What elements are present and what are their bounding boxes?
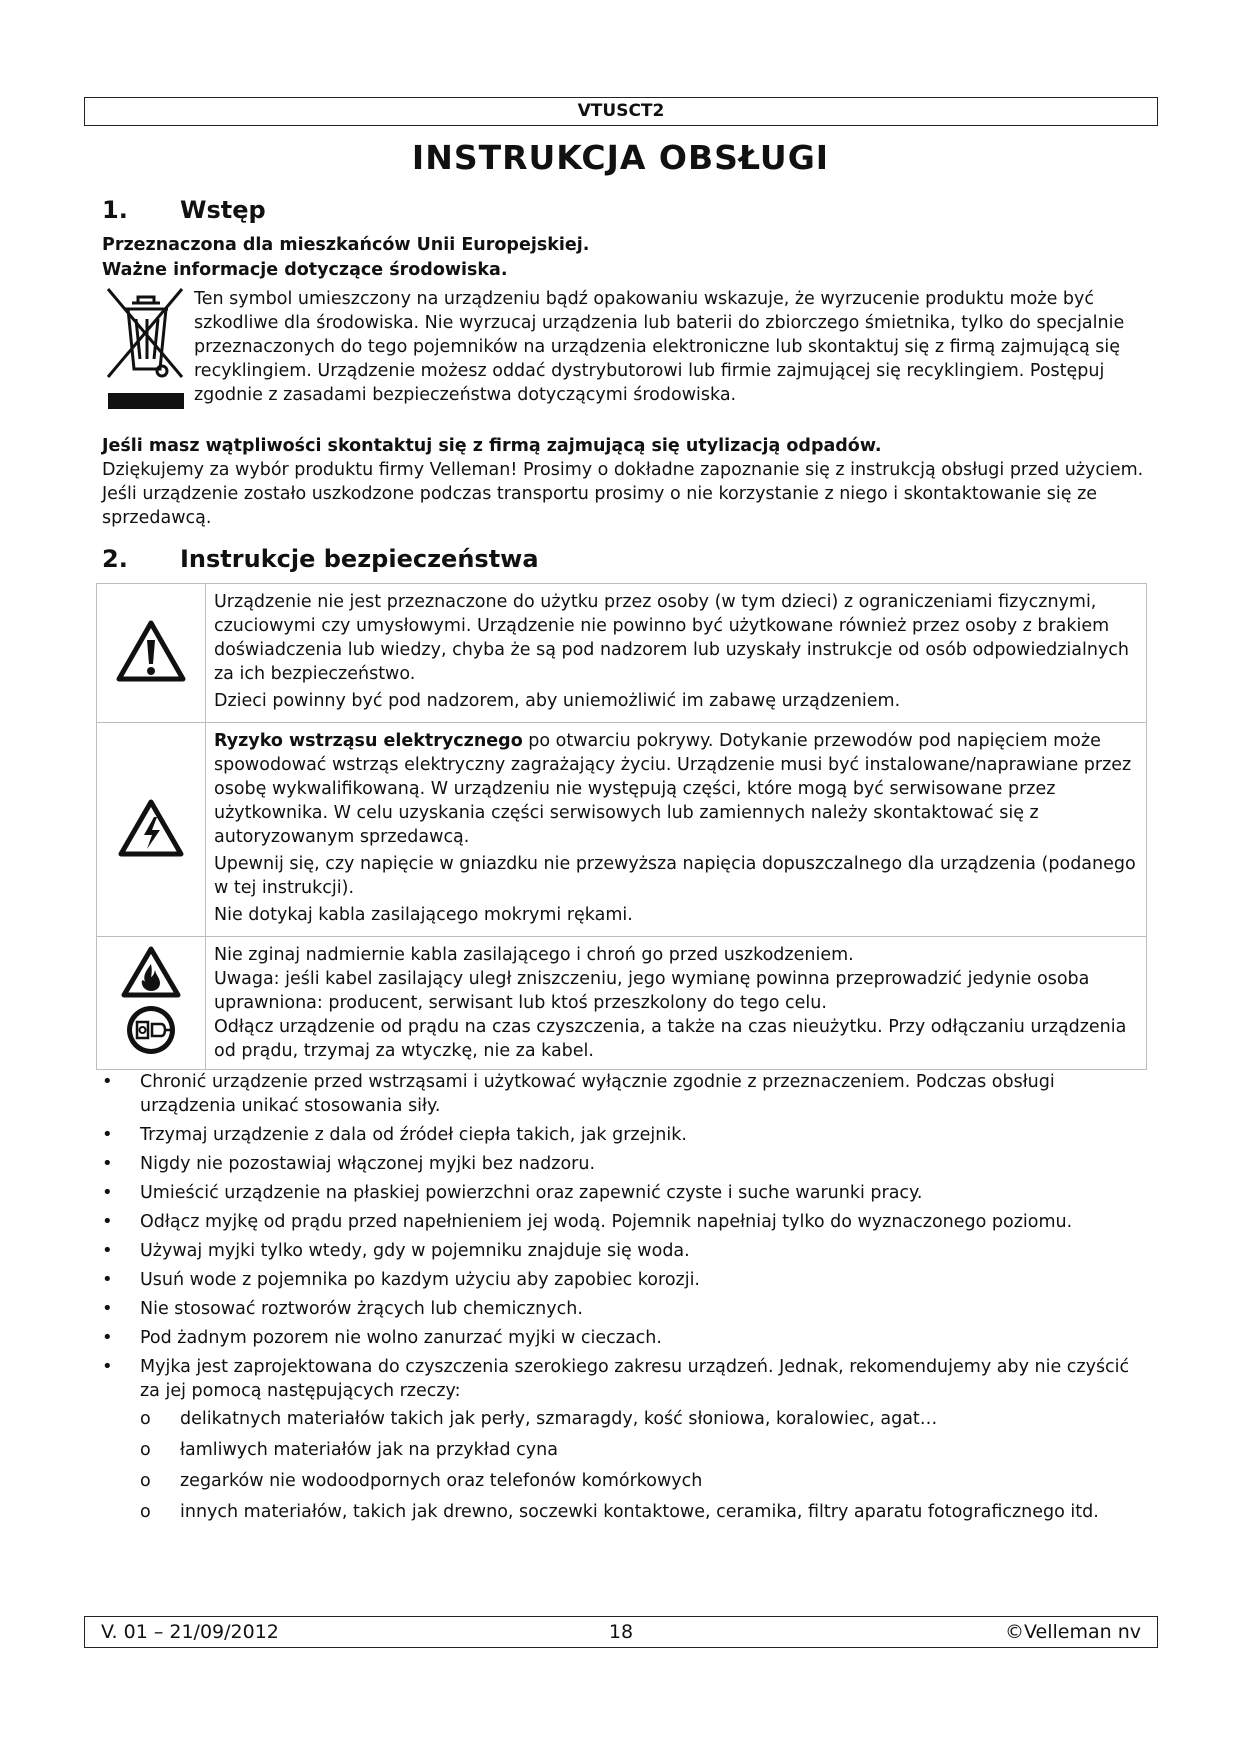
page-number: 18 [608,1621,634,1643]
section-number: 2. [102,545,128,573]
electric-shock-text: po otwarciu pokrywy. Dotykanie przewodów pod napięciem może spowodować wstrząs elektryczny zagrażający życiu. Urządzenie musi być instalowane/naprawiane przez osobę wykwalifikowaną. W urządzeniu nie występują części, które mogą być serwisowane przez użytkownika. W celu uzyskania części serwisowych lub zamiennych należy skontaktować się z autoryzowanym sprzedawcą. [214,731,1132,847]
section-heading-safety [102,545,539,573]
sub-list [140,1407,1142,1524]
safety-paragraph: Uwaga: jeśli kabel zasilający uległ zniszczeniu, jego wymianę powinna przeprowadzić jedynie osoba uprawniona: producent, serwisant lub ktoś przeszkolony do tego celu. [214,969,1090,1013]
thank-you-paragraph: Dziękujemy za wybór produktu firmy Velleman! Prosimy o dokładne zapoznanie się z instrukcją obsługi przed użyciem. Jeśli urządzenie zostało uszkodzone podczas transportu prosimy o nie korzystanie z niego i skontaktowanie się ze sprzedawcą. [102,460,1144,528]
list-item: • Umieścić urządzenie na płaskiej powierzchni oraz zapewnić czyste i suche warunki pracy. [102,1181,1142,1205]
document-footer [84,1616,1158,1648]
list-item [102,1355,1142,1524]
section-title: Wstęp [180,196,266,224]
safety-text-cell [206,937,1147,1070]
flammable-triangle-icon [98,946,204,1002]
crossed-out-wheelie-bin-icon [104,285,186,413]
page-title: INSTRUKCJA OBSŁUGI [411,138,830,177]
sub-list-item: o delikatnych materiałów takich jak perły, szmaragdy, kość słoniowa, koralowiec, agat… [140,1407,1142,1431]
model-number: VTUSCT2 [577,101,665,121]
safety-paragraph: Nie dotykaj kabla zasilającego mokrymi rękami. [214,905,633,925]
list-item: • Używaj myjki tylko wtedy, gdy w pojemniku znajduje się woda. [102,1239,1142,1263]
sub-list-item: o zegarków nie wodoodpornych oraz telefonów komórkowych [140,1469,1142,1493]
document-header [84,97,1158,126]
safety-paragraph: Odłącz urządzenie od prądu na czas czyszczenia, a także na czas nieużytku. Przy odłączaniu urządzenia od prądu, trzymaj za wtyczkę, nie za kabel. [214,1017,1127,1061]
unplug-plug-icon [98,1004,204,1060]
list-item: • Trzymaj urządzenie z dala od źródeł ciepła takich, jak grzejnik. [102,1123,1142,1147]
section-title: Instrukcje bezpieczeństwa [180,545,539,573]
safety-table [96,583,1147,1070]
safety-icon-cell [97,937,206,1070]
list-item: • Nie stosować roztworów żrących lub chemicznych. [102,1297,1142,1321]
safety-paragraph: Dzieci powinny być pod nadzorem, aby uniemożliwić im zabawę urządzeniem. [214,691,901,711]
copyright: ©Velleman nv [1005,1621,1141,1643]
electric-shock-risk-label: Ryzyko wstrząsu elektrycznego [214,731,523,751]
safety-paragraph [214,729,1138,849]
safety-text-cell [206,723,1147,937]
sub-list-item: o innych materiałów, takich jak drewno, soczewki kontaktowe, ceramika, filtry aparatu fotograficznego itd. [140,1500,1142,1524]
safety-bullet-list [102,1070,1142,1531]
high-voltage-triangle-icon [118,842,184,861]
safety-paragraph: Nie zginaj nadmiernie kabla zasilającego i chroń go przed uszkodzeniem. [214,945,854,965]
safety-row-cable [97,937,1147,1070]
list-item: • Odłącz myjkę od prądu przed napełnieniem jej wodą. Pojemnik napełniaj tylko do wyznaczonego poziomu. [102,1210,1142,1234]
list-item: • Chronić urządzenie przed wstrząsami i użytkować wyłącznie zgodnie z przeznaczeniem. Podczas obsługi urządzenia unikać stosowania siły. [102,1070,1142,1118]
safety-row-general [97,584,1147,723]
safety-text-cell [206,584,1147,723]
safety-paragraph: Upewnij się, czy napięcie w gniazdku nie przewyższa napięcia dopuszczalnego dla urządzenia (podanego w tej instrukcji). [214,854,1136,898]
safety-icon-cell [97,584,206,723]
environment-info-line: Ważne informacje dotyczące środowiska. [102,260,508,280]
weee-disposal-text: Ten symbol umieszczony na urządzeniu bądź opakowaniu wskazuje, że wyrzucenie produktu może być szkodliwe dla środowiska. Nie wyrzucaj urządzenia lub baterii do zbiorczego śmietnika, tylko do specjalnie przeznaczonych do tego pojemników na urządzenia elektroniczne lub skontaktuj się z firmą zajmującą się recyklingiem. Urządzenie możesz oddać dystrybutorowi lub firmie zajmującej się recyklingiem. Postępuj zgodnie z zasadami bezpieczeństwa dotyczącymi środowiska. [194,289,1125,405]
section-heading-intro [102,196,266,224]
safety-row-electric [97,723,1147,937]
recycling-contact-line: Jeśli masz wątpliwości skontaktuj się z firmą zajmującą się utylizacją odpadów. [102,436,882,456]
version-date: V. 01 – 21/09/2012 [101,1621,279,1643]
list-item: • Usuń wode z pojemnika po kazdym użyciu aby zapobiec korozji. [102,1268,1142,1292]
eu-residents-line: Przeznaczona dla mieszkańców Unii Europejskiej. [102,235,590,255]
safety-paragraph: Urządzenie nie jest przeznaczone do użytku przez osoby (w tym dzieci) z ograniczeniami fizycznymi, czuciowymi czy umysłowymi. Urządzenie nie powinno być użytkowane również przez osoby z brakiem doświadczenia lub wiedzy, chyba że są pod nadzorem lub uzyskały instrukcje od osób odpowiedzialnych za ich bezpieczeństwo. [214,592,1130,684]
safety-icon-cell [97,723,206,937]
warning-triangle-icon [116,667,186,686]
section-number: 1. [102,196,128,224]
list-item-text: Myjka jest zaprojektowana do czyszczenia szerokiego zakresu urządzeń. Jednak, rekomendujemy aby nie czyścić za jej pomocą następujących rzeczy: [140,1357,1130,1401]
list-item: • Nigdy nie pozostawiaj włączonej myjki bez nadzoru. [102,1152,1142,1176]
sub-list-item: o łamliwych materiałów jak na przykład cyna [140,1438,1142,1462]
list-item: • Pod żadnym pozorem nie wolno zanurzać myjki w cieczach. [102,1326,1142,1350]
